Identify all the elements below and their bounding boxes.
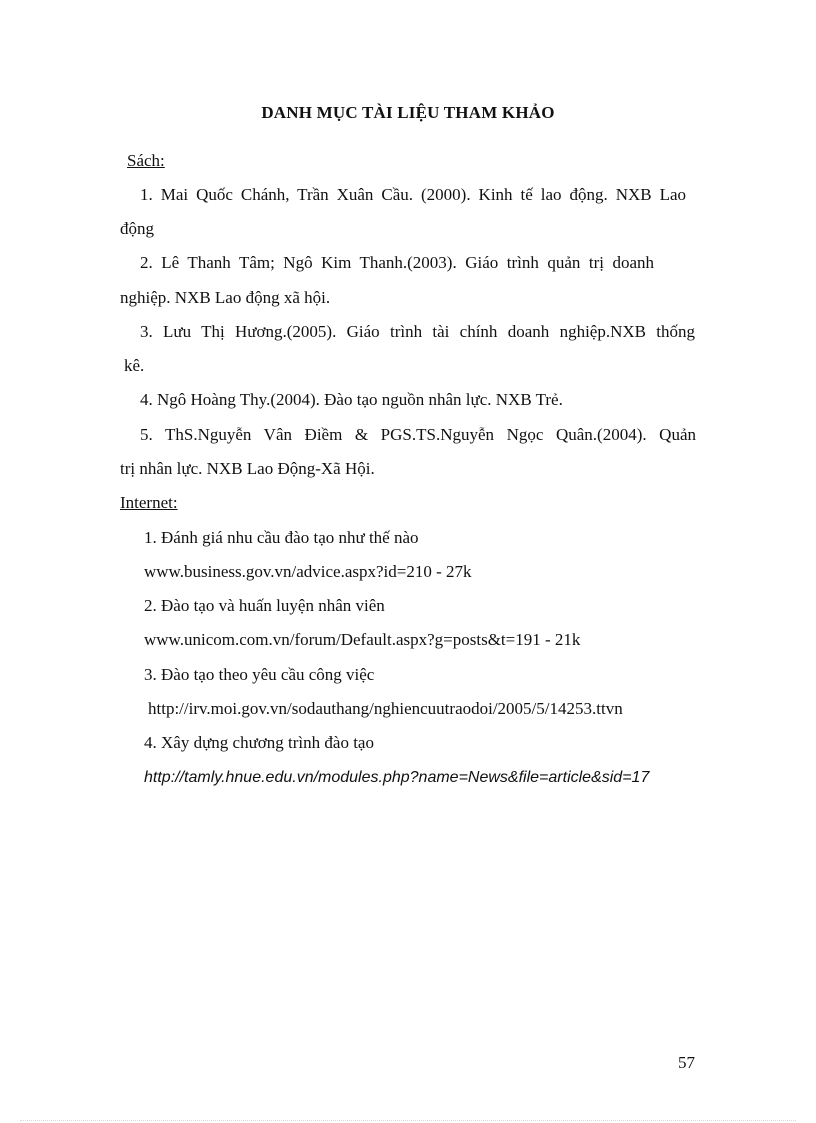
internet-heading: Internet: — [120, 493, 178, 512]
book-entry-5-line1: 5. ThS.Nguyễn Vân Điềm & PGS.TS.Nguyễn Ngọc Quân.(2004). Quản — [140, 425, 696, 444]
internet-entry-2-title: 2. Đào tạo và huấn luyện nhân viên — [144, 596, 385, 615]
books-heading: Sách: — [127, 151, 165, 170]
internet-entry-4-url: http://tamly.hnue.edu.vn/modules.php?name=News&file=article&sid=17 — [144, 769, 650, 786]
internet-entry-3-title: 3. Đào tạo theo yêu cầu công việc — [144, 665, 375, 684]
internet-entry-3-url: http://irv.moi.gov.vn/sodauthang/nghiencuutraodoi/2005/5/14253.ttvn — [148, 699, 623, 718]
internet-entry-1-url: www.business.gov.vn/advice.aspx?id=210 - 27k — [144, 562, 472, 581]
book-entry-4-line1: 4. Ngô Hoàng Thy.(2004). Đào tạo nguồn nhân lực. NXB Trẻ. — [140, 390, 563, 409]
page-title: DANH MỤC TÀI LIỆU THAM KHẢO — [261, 103, 555, 122]
book-entry-1-line2: động — [120, 219, 154, 238]
page-number: 57 — [678, 1053, 695, 1072]
book-entry-2-line1: 2. Lê Thanh Tâm; Ngô Kim Thanh.(2003). Giáo trình quản trị doanh — [140, 253, 654, 272]
page-bottom-divider — [20, 1120, 796, 1121]
book-entry-1-line1: 1. Mai Quốc Chánh, Trần Xuân Cầu. (2000). Kinh tế lao động. NXB Lao — [140, 185, 686, 204]
book-entry-3-line2: kê. — [124, 356, 145, 375]
internet-entry-4-title: 4. Xây dựng chương trình đào tạo — [144, 733, 374, 752]
book-entry-2-line2: nghiệp. NXB Lao động xã hội. — [120, 288, 331, 307]
internet-entry-1-title: 1. Đánh giá nhu cầu đào tạo như thế nào — [144, 528, 419, 547]
book-entry-5-line2: trị nhân lực. NXB Lao Động-Xã Hội. — [120, 459, 375, 478]
book-entry-3-line1: 3. Lưu Thị Hương.(2005). Giáo trình tài chính doanh nghiệp.NXB thống — [140, 322, 695, 341]
internet-entry-2-url: www.unicom.com.vn/forum/Default.aspx?g=posts&t=191 - 21k — [144, 630, 581, 649]
